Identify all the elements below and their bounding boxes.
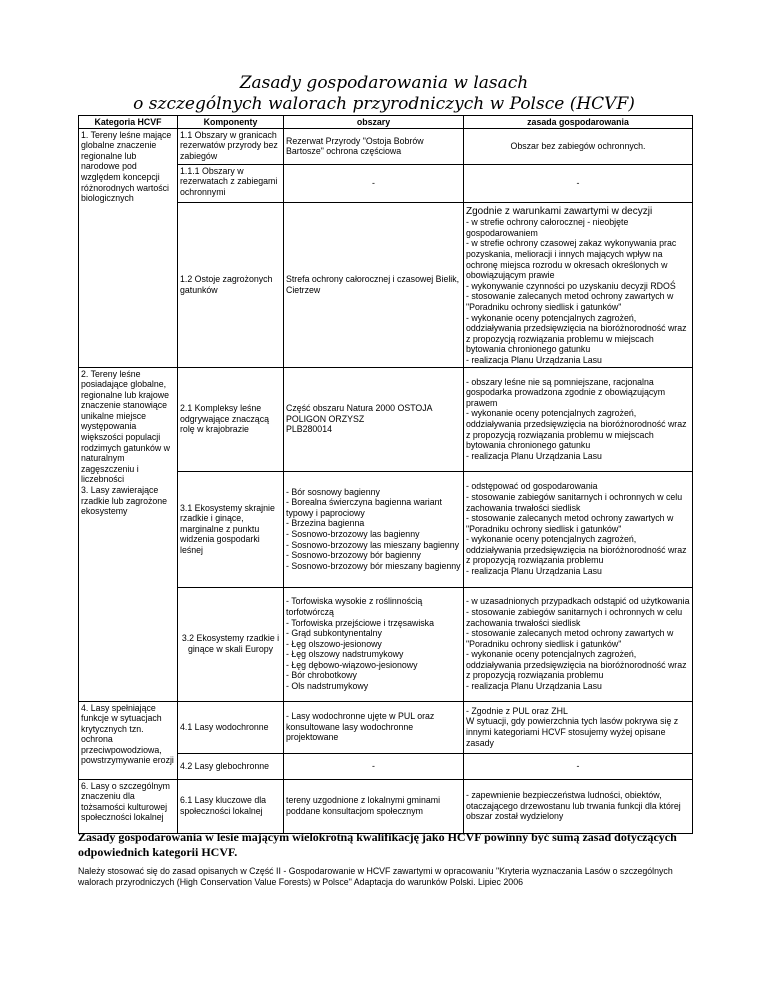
comp-4-1: 4.1 Lasy wodochronne — [178, 701, 284, 753]
comp-1-2: 1.2 Ostoje zagrożonych gatunków — [178, 202, 284, 367]
area-2-1: Część obszaru Natura 2000 OSTOJA POLIGON ORZYSZ PLB280014 — [284, 367, 464, 471]
area-3-1: - Bór sosnowy bagienny - Borealna świerczyna bagienna wariant typowy i paprociowy - Brzezina bagienna - Sosnowo-brzozowy las bagienny - Sosnowo-brzozowy las mieszany bagienny - Sosnowo-brzozowy bór bagienny - Sosnowo-brzozowy bór mieszany bagienny — [284, 471, 464, 587]
area-1-1-1: - — [284, 164, 464, 202]
table-row — [79, 779, 693, 833]
cat-4-cell: 4. Lasy spełniające funkcje w sytuacjach krytycznych tzn. ochrona przeciwpowodziowa, powstrzymywanie erozji — [79, 701, 178, 779]
header-kategoria: Kategoria HCVF — [79, 116, 178, 129]
rule-4-1: - Zgodnie z PUL oraz ZHL W sytuacji, gdy powierzchnia tych lasów pokrywa się z innymi kategoriami HCVF stosujemy wyżej opisane zasady — [464, 701, 693, 753]
rule-1-2-cell — [464, 202, 693, 367]
table-row — [79, 367, 693, 471]
table-row — [79, 701, 693, 753]
header-zasada: zasada gospodarowania — [464, 116, 693, 129]
page-title-line-2: o szczególnych walorach przyrodniczych w Polsce (HCVF) — [133, 94, 635, 114]
rule-1-1-1: - — [464, 164, 693, 202]
area-1-1: Rezerwat Przyrody "Ostoja Bobrów Bartosze" ochrona częściowa — [284, 128, 464, 164]
area-4-1: - Lasy wodochronne ujęte w PUL oraz konsultowane lasy wodochronne projektowane — [284, 701, 464, 753]
table-row — [79, 128, 693, 164]
area-4-2: - — [284, 753, 464, 779]
table-header-row — [79, 116, 693, 129]
hcvf-rules-table — [78, 115, 693, 834]
comp-1-1-1: 1.1.1 Obszary w rezerwatach z zabiegami ochronnymi — [178, 164, 284, 202]
header-komponenty: Komponenty — [178, 116, 284, 129]
rule-1-2-heading: Zgodnie z warunkami zawartymi w decyzji — [466, 205, 653, 217]
comp-6-1: 6.1 Lasy kluczowe dla społeczności lokalnej — [178, 779, 284, 833]
area-1-2: Strefa ochrony całorocznej i czasowej Bielik, Cietrzew — [284, 202, 464, 367]
header-obszary: obszary — [284, 116, 464, 129]
multi-qualification-note: Zasady gospodarowania w lesie mającym wielokrotną kwalifikację jako HCVF powinny być sumą zasad dotyczących odpowiednich kategorii HCVF. — [78, 830, 677, 859]
rule-2-1: - obszary leśne nie są pomniejszane, racjonalna gospodarka prowadzona zgodnie z obowiązującym prawem - wykonanie oceny potencjalnych zagrożeń, oddziaływania przedsięwzięcia na bioróżnorodność wraz z propozycją rozwiązania problemu w miejscach bytowania chronionego gatunku - realizacja Planu Urządzania Lasu — [464, 367, 693, 471]
comp-2-1: 2.1 Kompleksy leśne odgrywające znaczącą rolę w krajobrazie — [178, 367, 284, 471]
area-3-2: - Torfowiska wysokie z roślinnością torfotwórczą - Torfowiska przejściowe i trzęsawiska - Grąd subkontynentalny - Łęg olszowo-jesionowy - Łęg olszowy nadstrumykowy - Łęg dębowo-wiązowo-jesionowy - Bór chrobotkowy - Ols nadstrumykowy — [284, 587, 464, 701]
comp-3-1: 3.1 Ekosystemy skrajnie rzadkie i ginące, marginalne z punktu widzenia gospodarki leśnej — [178, 471, 284, 587]
rule-4-2: - — [464, 753, 693, 779]
comp-1-1: 1.1 Obszary w granicach rezerwatów przyrody bez zabiegów — [178, 128, 284, 164]
comp-4-2: 4.2 Lasy glebochronne — [178, 753, 284, 779]
rule-1-2: - w strefie ochrony całorocznej - nieobjęte gospodarowaniem - w strefie ochrony czasowej zakaz wykonywania prac pozyskania, melioracji i innych mających wpływ na ochronę miejsca rozrodu w okresach określonych w obowiązującym prawie - wykonywanie czynności po uzyskaniu decyzji RDOŚ - stosowanie zalecanych metod ochrony zawartych w "Poradniku ochrony siedlisk i gatunków" - wykonanie oceny potencjalnych zagrożeń, oddziaływania przedsięwzięcia na bioróżnorodność wraz z propozycją rozwiązania problemu w miejscach bytowania chronionego gatunku - realizacja Planu Urządzania Lasu — [466, 217, 687, 365]
page-title-line-1: Zasady gospodarowania w lasach — [239, 73, 529, 93]
rule-3-2: - w uzasadnionych przypadkach odstąpić od użytkowania - stosowanie zabiegów sanitarnych i ochronnych w celu zachowania trwałości siedlisk - stosowanie zalecanych metod ochrony zawartych w "Poradniku ochrony siedlisk i gatunków" - wykonanie oceny potencjalnych zagrożeń, oddziaływania przedsięwzięcia na bioróżnorodność wraz z propozycją rozwiązania problemu - realizacja Planu Urządzania Lasu — [464, 587, 693, 701]
rule-6-1: - zapewnienie bezpieczeństwa ludności, obiektów, otaczającego drzewostanu lub trwania funkcji dla której obszar został wydzielony — [464, 779, 693, 833]
cat-6-cell: 6. Lasy o szczególnym znaczeniu dla tożsamości kulturowej społeczności lokalnej — [79, 779, 178, 833]
rule-3-1: - odstępować od gospodarowania - stosowanie zabiegów sanitarnych i ochronnych w celu zachowania trwałości siedlisk - stosowanie zalecanych metod ochrony zawartych w "Poradniku ochrony siedlisk i gatunków" - wykonanie oceny potencjalnych zagrożeń, oddziaływania przedsięwzięcia na bioróżnorodność wraz z propozycją rozwiązania problemu - realizacja Planu Urządzania Lasu — [464, 471, 693, 587]
rule-1-1: Obszar bez zabiegów ochronnych. — [464, 128, 693, 164]
cat-1-cell: 1. Tereny leśne mające globalne znaczenie regionalne lub narodowe pod względem koncepcji różnorodnych wartości biologicznych — [79, 128, 178, 367]
comp-3-2: 3.2 Ekosystemy rzadkie i ginące w skali Europy — [178, 587, 284, 701]
cat-2-3-cell: 2. Tereny leśne posiadające globalne, regionalne lub krajowe znaczenie stanowiące unikalne miejsce występowania większości populacji rodzimych gatunków w naturalnym zagęszczeniu i liczebności 3. Lasy zawierające rzadkie lub zagrożone ekosystemy — [79, 367, 178, 701]
area-6-1: tereny uzgodnione z lokalnymi gminami poddane konsultacjom społecznym — [284, 779, 464, 833]
footer-reference: Należy stosować się do zasad opisanych w Część II - Gospodarowanie w HCVF zawartymi w opracowaniu "Kryteria wyznaczania Lasów o szczególnych walorach przyrodniczych (High Conservation Value Forests) w Polsce" Adaptacja do warunków Polski. Lipiec 2006 — [78, 866, 673, 887]
